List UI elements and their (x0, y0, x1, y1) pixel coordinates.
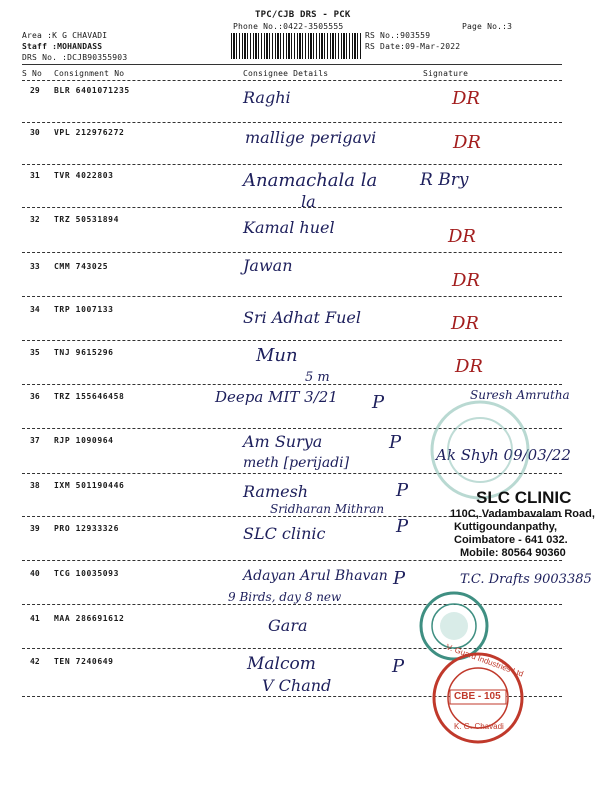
row-divider (22, 560, 562, 561)
row-consignee-line2: Sridharan Mithran (270, 502, 385, 516)
row-consignee-line2: 5 m (305, 370, 330, 385)
clinic-stamp-address1: 110C, Vadambavalam Road, (450, 508, 595, 520)
round-stamp-red-code: CBE - 105 (454, 691, 501, 702)
row-consignment: BLR 6401071235 (54, 86, 130, 95)
row-sno: 35 (30, 348, 40, 357)
drs-number: DRS No. :DCJB90355903 (22, 53, 128, 62)
row-consignee: Jawan (243, 256, 293, 275)
row-consignee: Mun (256, 345, 298, 366)
row-signature: R Bry (420, 170, 469, 190)
row-divider (22, 340, 562, 341)
row-consignee-line2: 9 Birds, day 8 new (228, 590, 342, 604)
row-signature: Suresh Amrutha (470, 388, 570, 402)
round-stamp-red (430, 642, 526, 746)
row-sno: 41 (30, 614, 40, 623)
row-divider (22, 252, 562, 253)
check-mark-icon: P (372, 392, 385, 413)
row-consignee: Kamal huel (243, 218, 335, 237)
row-signature: T.C. Drafts 9003385 (460, 572, 592, 587)
row-divider (22, 207, 562, 208)
row-consignee-line2: meth [perijadi] (243, 455, 350, 471)
row-signature: DR (452, 270, 480, 291)
row-sno: 40 (30, 569, 40, 578)
row-consignee: Ramesh (243, 482, 309, 501)
row-consignment: TEN 7240649 (54, 657, 114, 666)
row-consignee: Deepa MIT 3/21 (215, 388, 338, 406)
page-number: Page No.:3 (462, 22, 513, 31)
check-mark-icon: P (392, 656, 405, 677)
row-signature: DR (452, 88, 480, 109)
clinic-stamp-name: SLC CLINIC (476, 488, 572, 507)
clinic-stamp-mobile: Mobile: 80564 90360 (460, 547, 566, 559)
row-signature: DR (455, 356, 483, 377)
column-divider (22, 80, 562, 81)
area-label: Area :K G CHAVADI (22, 31, 108, 40)
row-signature: DR (448, 226, 476, 247)
clinic-stamp-address2: Kuttigoundanpathy, (454, 521, 558, 533)
row-sno: 30 (30, 128, 40, 137)
header-divider (22, 64, 562, 65)
col-signature: Signature (423, 69, 469, 78)
row-signature: DR (453, 132, 481, 153)
row-divider (22, 384, 562, 385)
row-sno: 31 (30, 171, 40, 180)
row-consignee: Malcom (247, 654, 316, 674)
row-consignment: RJP 1090964 (54, 436, 114, 445)
check-mark-icon: P (389, 432, 402, 453)
row-sno: 36 (30, 392, 40, 401)
row-divider (22, 164, 562, 165)
row-sno: 37 (30, 436, 40, 445)
row-sno: 34 (30, 305, 40, 314)
row-consignment: MAA 286691612 (54, 614, 125, 623)
row-sno: 29 (30, 86, 40, 95)
col-sno: S No (22, 69, 43, 78)
col-consignee: Consignee Details (243, 69, 329, 78)
row-sno: 32 (30, 215, 40, 224)
row-consignment: IXM 501190446 (54, 481, 125, 490)
staff-label: Staff :MOHANDASS (22, 42, 103, 51)
rs-date: RS Date:09-Mar-2022 (365, 42, 461, 51)
row-consignment: CMM 743025 (54, 262, 109, 271)
row-consignment: TRZ 50531894 (54, 215, 119, 224)
row-consignment: TNJ 9615296 (54, 348, 114, 357)
row-consignee: Raghi (243, 88, 291, 107)
row-sno: 42 (30, 657, 40, 666)
phone-number: Phone No.:0422-3505555 (233, 22, 344, 31)
row-consignee: Am Surya (243, 432, 323, 451)
row-consignee: SLC clinic (243, 524, 326, 543)
check-mark-icon: P (393, 568, 406, 589)
row-divider (22, 122, 562, 123)
row-consignment: TRZ 155646458 (54, 392, 125, 401)
clinic-stamp-address3: Coimbatore - 641 032. (454, 534, 568, 546)
rs-number: RS No.:903559 (365, 31, 431, 40)
round-stamp-red-bottom: K. G. Chavadi (454, 722, 504, 731)
row-signature: DR (451, 313, 479, 334)
round-stamp-red-text: V. Guard Industries Ltd (444, 642, 525, 679)
document-title: TPC/CJB DRS - PCK (255, 10, 351, 20)
check-mark-icon: P (396, 516, 409, 537)
row-sno: 38 (30, 481, 40, 490)
check-mark-icon: P (396, 480, 409, 501)
row-consignee-line2: V Chand (262, 676, 332, 695)
row-consignee: Gara (268, 616, 308, 635)
col-consignment: Consignment No (54, 69, 125, 78)
row-consignee-line2: la (301, 192, 316, 211)
row-consignment: VPL 212976272 (54, 128, 125, 137)
row-consignee: Anamachala la (243, 170, 378, 191)
row-consignee: Adayan Arul Bhavan (243, 568, 388, 584)
row-consignee: Sri Adhat Fuel (243, 308, 361, 327)
row-divider (22, 296, 562, 297)
barcode (231, 33, 361, 59)
row-consignment: PRO 12933326 (54, 524, 119, 533)
row-sno: 39 (30, 524, 40, 533)
row-consignee: mallige perigavi (245, 128, 377, 147)
row-consignment: TRP 1007133 (54, 305, 114, 314)
row-consignment: TCG 10035093 (54, 569, 119, 578)
row-signature: Ak Shyh 09/03/22 (436, 446, 571, 464)
row-sno: 33 (30, 262, 40, 271)
row-consignment: TVR 4022803 (54, 171, 114, 180)
